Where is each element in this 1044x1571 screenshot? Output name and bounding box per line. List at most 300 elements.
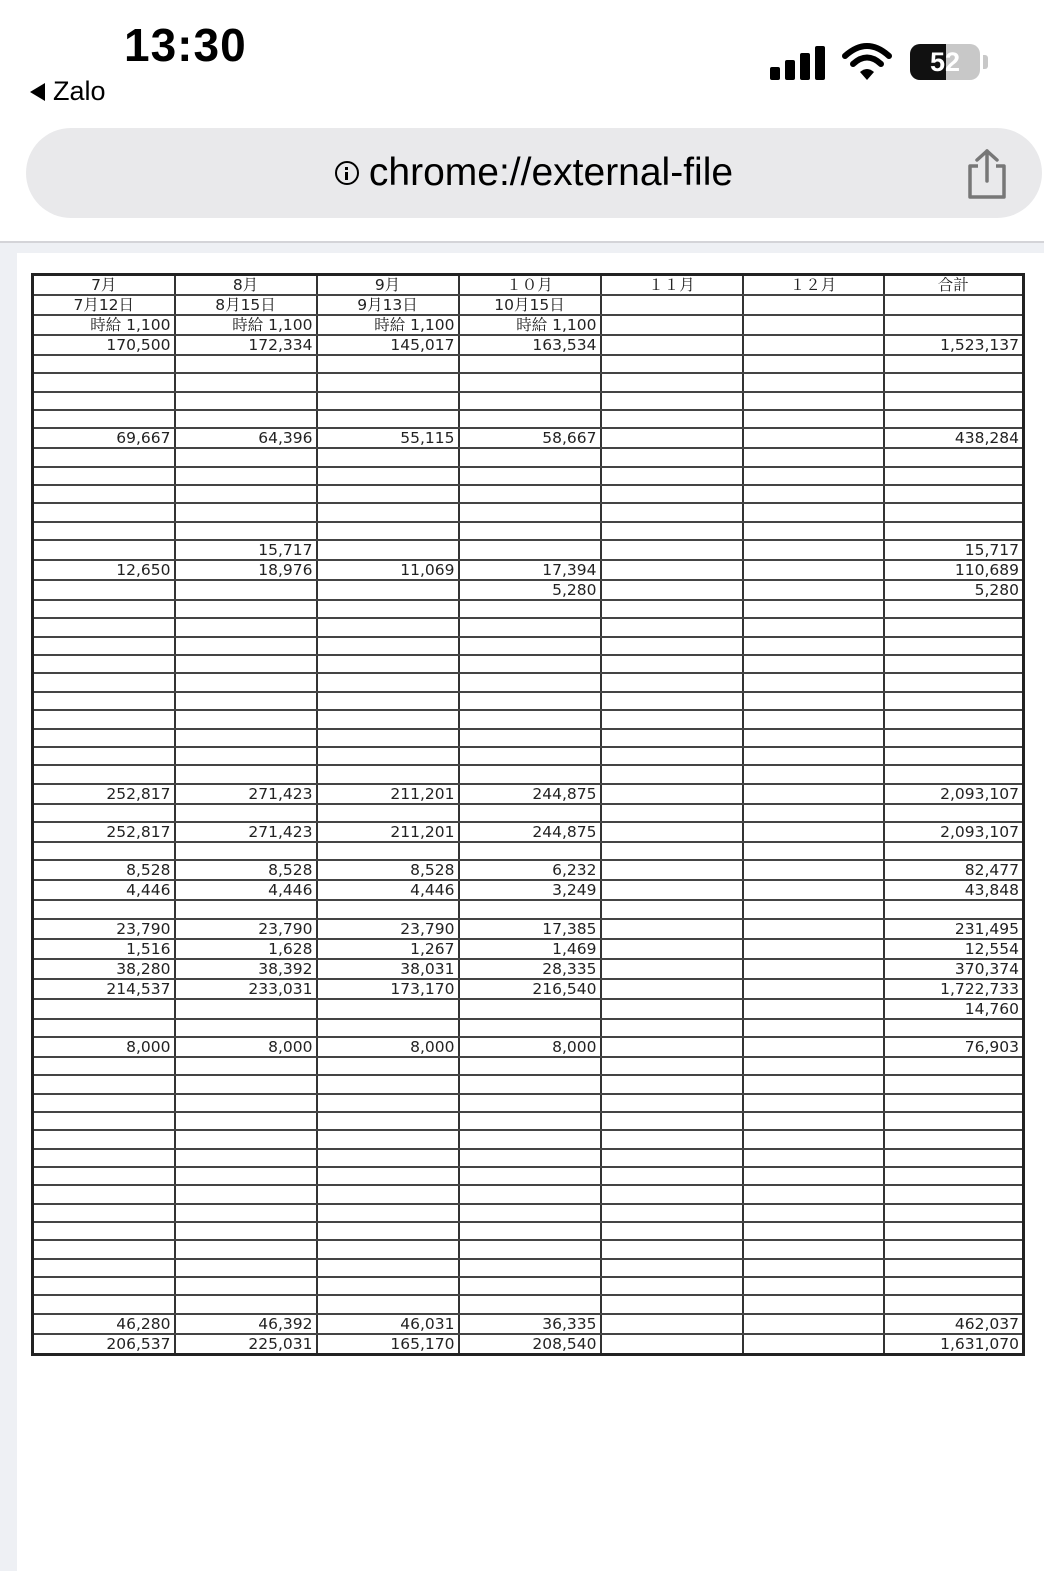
table-cell [175,522,317,540]
table-cell [601,804,743,822]
table-cell [33,1019,175,1037]
total-cell: 12,554 [884,939,1024,959]
table-cell [601,580,743,600]
table-cell [743,880,884,900]
table-row [33,580,1024,600]
table-row [33,355,1024,373]
table-cell [743,747,884,765]
table-cell [601,822,743,842]
table-cell: 5,280 [459,580,601,600]
total-cell [884,1185,1024,1203]
table-cell [601,428,743,448]
table-row [33,637,1024,655]
table-row [33,1259,1024,1277]
table-row [33,618,1024,636]
table-cell [175,373,317,391]
table-cell: 28,335 [459,959,601,979]
table-row [33,1204,1024,1222]
table-cell [317,1112,459,1130]
table-cell [743,355,884,373]
total-cell [884,729,1024,747]
table-cell [175,655,317,673]
table-cell [33,522,175,540]
total-cell: 231,495 [884,919,1024,939]
table-cell [317,1057,459,1075]
table-cell [317,747,459,765]
total-cell [884,1019,1024,1037]
table-cell [601,1185,743,1203]
table-row [33,999,1024,1019]
document-viewer[interactable] [0,243,1044,1571]
total-cell: 2,093,107 [884,822,1024,842]
table-cell [601,880,743,900]
table-cell [317,467,459,485]
table-row [33,1037,1024,1057]
total-cell [884,842,1024,860]
table-row [33,522,1024,540]
table-cell [743,1130,884,1148]
table-cell [33,1094,175,1112]
table-cell [33,540,175,560]
table-cell: 163,534 [459,335,601,355]
table-cell [317,1295,459,1313]
table-cell [459,1259,601,1277]
table-row [33,428,1024,448]
table-cell: 8,000 [175,1037,317,1057]
table-cell [317,1204,459,1222]
table-cell [175,999,317,1019]
table-cell [175,618,317,636]
total-cell [884,1094,1024,1112]
table-cell [33,1167,175,1185]
table-cell [459,1167,601,1185]
table-cell [601,1167,743,1185]
table-cell [33,410,175,428]
table-cell: 172,334 [175,335,317,355]
month-header-row [33,275,1024,296]
table-cell [317,1130,459,1148]
table-cell: 211,201 [317,822,459,842]
table-cell: 38,392 [175,959,317,979]
column-header: １０月 [459,275,601,296]
table-cell [743,979,884,999]
table-cell: 206,537 [33,1334,175,1355]
total-cell: 43,848 [884,880,1024,900]
cellular-signal-icon [770,46,826,80]
table-cell [459,1204,601,1222]
table-cell [601,1094,743,1112]
table-cell [459,1240,601,1258]
table-cell [33,804,175,822]
table-cell [33,999,175,1019]
pay-date-cell: 10月15日 [459,295,601,315]
table-cell: 244,875 [459,822,601,842]
table-cell: 1,267 [317,939,459,959]
table-cell [33,1112,175,1130]
table-cell [601,1314,743,1334]
table-cell [33,485,175,503]
table-row [33,822,1024,842]
table-cell [33,1185,175,1203]
info-icon[interactable] [335,161,359,185]
table-row [33,540,1024,560]
table-cell [33,1295,175,1313]
table-cell [743,1295,884,1313]
table-cell [601,842,743,860]
table-cell [743,1204,884,1222]
share-icon[interactable] [964,148,1010,200]
total-cell [884,410,1024,428]
table-cell: 55,115 [317,428,459,448]
table-cell [317,355,459,373]
table-cell [459,1149,601,1167]
table-cell: 216,540 [459,979,601,999]
table-row [33,1222,1024,1240]
table-cell [459,804,601,822]
table-cell [175,1130,317,1148]
table-row [33,467,1024,485]
total-cell: 14,760 [884,999,1024,1019]
battery-cap [983,55,988,69]
table-cell [459,600,601,618]
table-cell [175,747,317,765]
table-cell [601,1259,743,1277]
table-cell [33,1259,175,1277]
table-cell [743,580,884,600]
table-cell [743,503,884,521]
table-cell [175,1075,317,1093]
table-cell [459,355,601,373]
table-cell: 12,650 [33,560,175,580]
table-cell [33,373,175,391]
table-cell [601,1295,743,1313]
table-cell [317,1094,459,1112]
table-row [33,503,1024,521]
table-row [33,673,1024,691]
table-row [33,784,1024,804]
pay-date-cell [884,295,1024,315]
table-cell: 165,170 [317,1334,459,1355]
table-cell [601,540,743,560]
table-cell [601,919,743,939]
table-row [33,335,1024,355]
total-cell [884,710,1024,728]
table-cell [459,410,601,428]
table-cell [743,784,884,804]
table-row [33,1149,1024,1167]
table-cell: 8,528 [33,860,175,880]
table-cell: 18,976 [175,560,317,580]
table-cell [743,522,884,540]
table-cell [743,1075,884,1093]
table-cell [601,1112,743,1130]
table-cell [175,673,317,691]
table-cell [459,900,601,918]
table-cell [33,747,175,765]
hourly-wage-cell [743,315,884,335]
table-cell [317,540,459,560]
table-cell [601,560,743,580]
table-cell: 23,790 [33,919,175,939]
table-cell: 208,540 [459,1334,601,1355]
table-cell [601,860,743,880]
table-cell [317,1259,459,1277]
table-cell [175,729,317,747]
table-cell [459,448,601,466]
table-cell [743,335,884,355]
table-cell [175,1057,317,1075]
table-cell [175,355,317,373]
table-cell [601,618,743,636]
table-row [33,765,1024,783]
table-cell [175,1185,317,1203]
table-cell [459,765,601,783]
table-cell [459,1185,601,1203]
table-cell [601,939,743,959]
table-cell [33,503,175,521]
table-cell [175,1259,317,1277]
table-row [33,804,1024,822]
table-row [33,1112,1024,1130]
pay-date-cell: 8月15日 [175,295,317,315]
table-cell [317,1075,459,1093]
table-cell [459,747,601,765]
table-cell [601,485,743,503]
table-cell [743,919,884,939]
salary-table-body [33,335,1024,1354]
total-cell [884,1222,1024,1240]
table-cell [317,637,459,655]
table-cell [317,600,459,618]
table-cell [601,1057,743,1075]
table-cell: 17,394 [459,560,601,580]
table-row [33,692,1024,710]
table-cell [743,729,884,747]
table-cell [459,1075,601,1093]
table-cell [33,1149,175,1167]
table-cell [743,860,884,880]
table-row [33,919,1024,939]
table-cell [743,1094,884,1112]
table-cell [601,729,743,747]
total-cell [884,503,1024,521]
table-cell [601,1019,743,1037]
table-cell [743,448,884,466]
table-cell [317,765,459,783]
table-cell: 211,201 [317,784,459,804]
hourly-wage-cell: 時給 1,100 [459,315,601,335]
table-cell [459,392,601,410]
hourly-wage-cell [601,315,743,335]
table-cell [459,1222,601,1240]
table-cell [175,392,317,410]
back-triangle-icon [30,83,45,101]
table-cell: 58,667 [459,428,601,448]
table-cell [175,804,317,822]
table-cell [601,355,743,373]
table-cell [459,1130,601,1148]
table-row [33,979,1024,999]
table-cell [601,1277,743,1295]
table-cell: 38,031 [317,959,459,979]
back-to-app-button[interactable] [30,76,106,107]
table-row [33,392,1024,410]
total-cell [884,392,1024,410]
table-cell [317,1240,459,1258]
total-cell [884,655,1024,673]
table-cell [743,939,884,959]
table-cell: 145,017 [317,335,459,355]
pay-date-row [33,295,1024,315]
address-bar[interactable] [26,128,1042,218]
total-cell [884,1130,1024,1148]
table-cell [743,1259,884,1277]
table-cell [743,410,884,428]
table-cell [743,560,884,580]
table-cell [601,1037,743,1057]
table-cell: 252,817 [33,784,175,804]
table-cell [33,1222,175,1240]
table-cell: 225,031 [175,1334,317,1355]
table-cell [459,618,601,636]
table-cell [33,655,175,673]
total-cell [884,1240,1024,1258]
pay-date-cell: 9月13日 [317,295,459,315]
table-cell [601,692,743,710]
table-cell [175,600,317,618]
table-cell [175,765,317,783]
table-cell [459,1295,601,1313]
table-cell [33,842,175,860]
table-cell [459,1277,601,1295]
table-cell [175,410,317,428]
total-cell: 1,722,733 [884,979,1024,999]
table-cell: 69,667 [33,428,175,448]
hourly-wage-cell [884,315,1024,335]
table-cell [601,655,743,673]
table-cell [459,729,601,747]
table-cell [459,1094,601,1112]
total-cell [884,618,1024,636]
table-cell [33,355,175,373]
total-cell: 15,717 [884,540,1024,560]
table-cell [317,673,459,691]
table-cell [743,467,884,485]
clock: 13:30 [124,19,247,71]
table-cell [601,784,743,804]
table-cell: 8,000 [33,1037,175,1057]
column-header: 合計 [884,275,1024,296]
battery-icon [910,44,980,80]
total-cell [884,355,1024,373]
table-cell [743,842,884,860]
total-cell [884,448,1024,466]
total-cell [884,485,1024,503]
table-cell [317,655,459,673]
table-cell [33,448,175,466]
table-cell [743,1240,884,1258]
table-cell: 1,516 [33,939,175,959]
table-cell [33,692,175,710]
total-cell: 438,284 [884,428,1024,448]
table-cell: 4,446 [317,880,459,900]
table-cell [317,1167,459,1185]
column-header: １１月 [601,275,743,296]
table-cell [459,373,601,391]
battery-percent: 52 [929,47,961,77]
table-cell [743,600,884,618]
table-cell [601,1204,743,1222]
table-cell [33,1057,175,1075]
table-row [33,900,1024,918]
table-cell [33,900,175,918]
table-cell [33,765,175,783]
total-cell [884,1259,1024,1277]
table-cell [175,485,317,503]
table-cell: 36,335 [459,1314,601,1334]
total-cell: 5,280 [884,580,1024,600]
table-cell: 8,528 [317,860,459,880]
table-cell [33,673,175,691]
table-row [33,1185,1024,1203]
table-cell [175,503,317,521]
table-cell [175,580,317,600]
table-row [33,1240,1024,1258]
table-cell: 252,817 [33,822,175,842]
table-cell: 3,249 [459,880,601,900]
total-cell [884,600,1024,618]
pay-date-cell [601,295,743,315]
table-cell [317,804,459,822]
hourly-wage-cell: 時給 1,100 [33,315,175,335]
total-cell [884,747,1024,765]
table-cell [33,637,175,655]
table-cell [317,503,459,521]
table-row [33,710,1024,728]
table-cell [743,959,884,979]
status-bar [0,0,1044,120]
table-cell: 64,396 [175,428,317,448]
table-cell [743,692,884,710]
table-cell: 233,031 [175,979,317,999]
table-cell [743,900,884,918]
total-cell [884,1167,1024,1185]
table-cell [601,1075,743,1093]
document-page [17,253,1044,1571]
table-cell [743,1222,884,1240]
table-cell [601,600,743,618]
table-cell [743,637,884,655]
table-cell [601,637,743,655]
table-row [33,1167,1024,1185]
table-cell [459,1112,601,1130]
table-cell: 271,423 [175,784,317,804]
table-cell [601,335,743,355]
table-cell [317,900,459,918]
table-cell: 1,628 [175,939,317,959]
table-cell [459,467,601,485]
table-cell [317,1222,459,1240]
table-cell: 15,717 [175,540,317,560]
column-header: 8月 [175,275,317,296]
total-cell: 110,689 [884,560,1024,580]
table-cell: 46,392 [175,1314,317,1334]
url-text[interactable]: chrome://external-file [368,151,734,194]
table-cell [459,503,601,521]
total-cell [884,637,1024,655]
table-cell: 38,280 [33,959,175,979]
table-row [33,1019,1024,1037]
